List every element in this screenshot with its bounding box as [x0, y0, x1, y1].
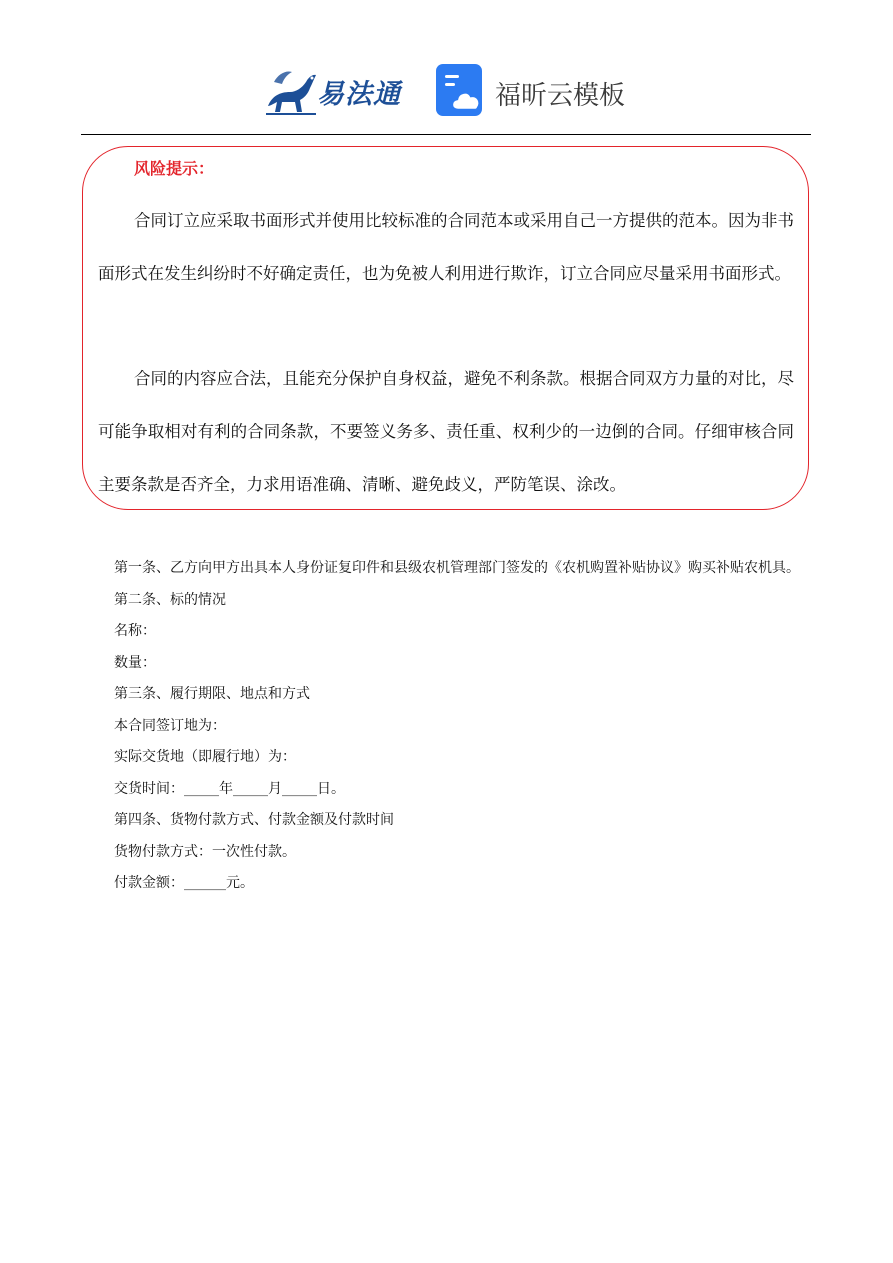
foxit-template-logo-text: 福昕云模板 [495, 81, 626, 111]
contract-field: 名称： [114, 623, 156, 639]
risk-notice-paragraph: 合同订立应采取书面形式并使用比较标准的合同范本或采用自己一方提供的范本。因为非书面形式在发生纠纷时不好确定责任，也为免被人利用进行欺诈，订立合同应尽量采用书面形式。 [98, 211, 794, 283]
cloud-document-icon [436, 64, 488, 116]
contract-field: 交货时间：_____年_____月_____日。 [114, 780, 345, 797]
contract-field: 货物付款方式：一次性付款。 [114, 843, 296, 860]
contract-clause: 第三条、履行期限、地点和方式 [114, 686, 310, 702]
risk-notice-title: 风险提示： [134, 159, 215, 178]
yifatong-logo-text: 易法通 [317, 79, 401, 110]
contract-field: 本合同签订地为： [114, 717, 226, 734]
foxit-template-logo [436, 64, 636, 118]
contract-body [82, 553, 812, 900]
contract-field: 付款金额：______元。 [114, 875, 254, 891]
contract-field: 数量： [114, 654, 156, 671]
header-divider [81, 134, 811, 135]
qilin-icon [262, 62, 320, 118]
contract-clause: 第四条、货物付款方式、付款金额及付款时间 [114, 812, 394, 828]
contract-clause: 第一条、乙方向甲方出具本人身份证复印件和县级农机管理部门签发的《农机购置补贴协议》购买补贴农机具。 [114, 560, 800, 576]
contract-clause: 第二条、标的情况 [114, 591, 226, 608]
contract-field: 实际交货地（即履行地）为： [114, 749, 296, 765]
yifatong-logo [262, 62, 412, 118]
risk-notice-paragraph: 合同的内容应合法，且能充分保护自身权益，避免不利条款。根据合同双方力量的对比，尽可能争取相对有利的合同条款，不要签义务多、责任重、权利少的一边倒的合同。仔细审核合同主要条款是否齐全，力求用语准确、清晰、避免歧义，严防笔误、涂改。 [98, 369, 794, 494]
document-header [0, 58, 893, 124]
